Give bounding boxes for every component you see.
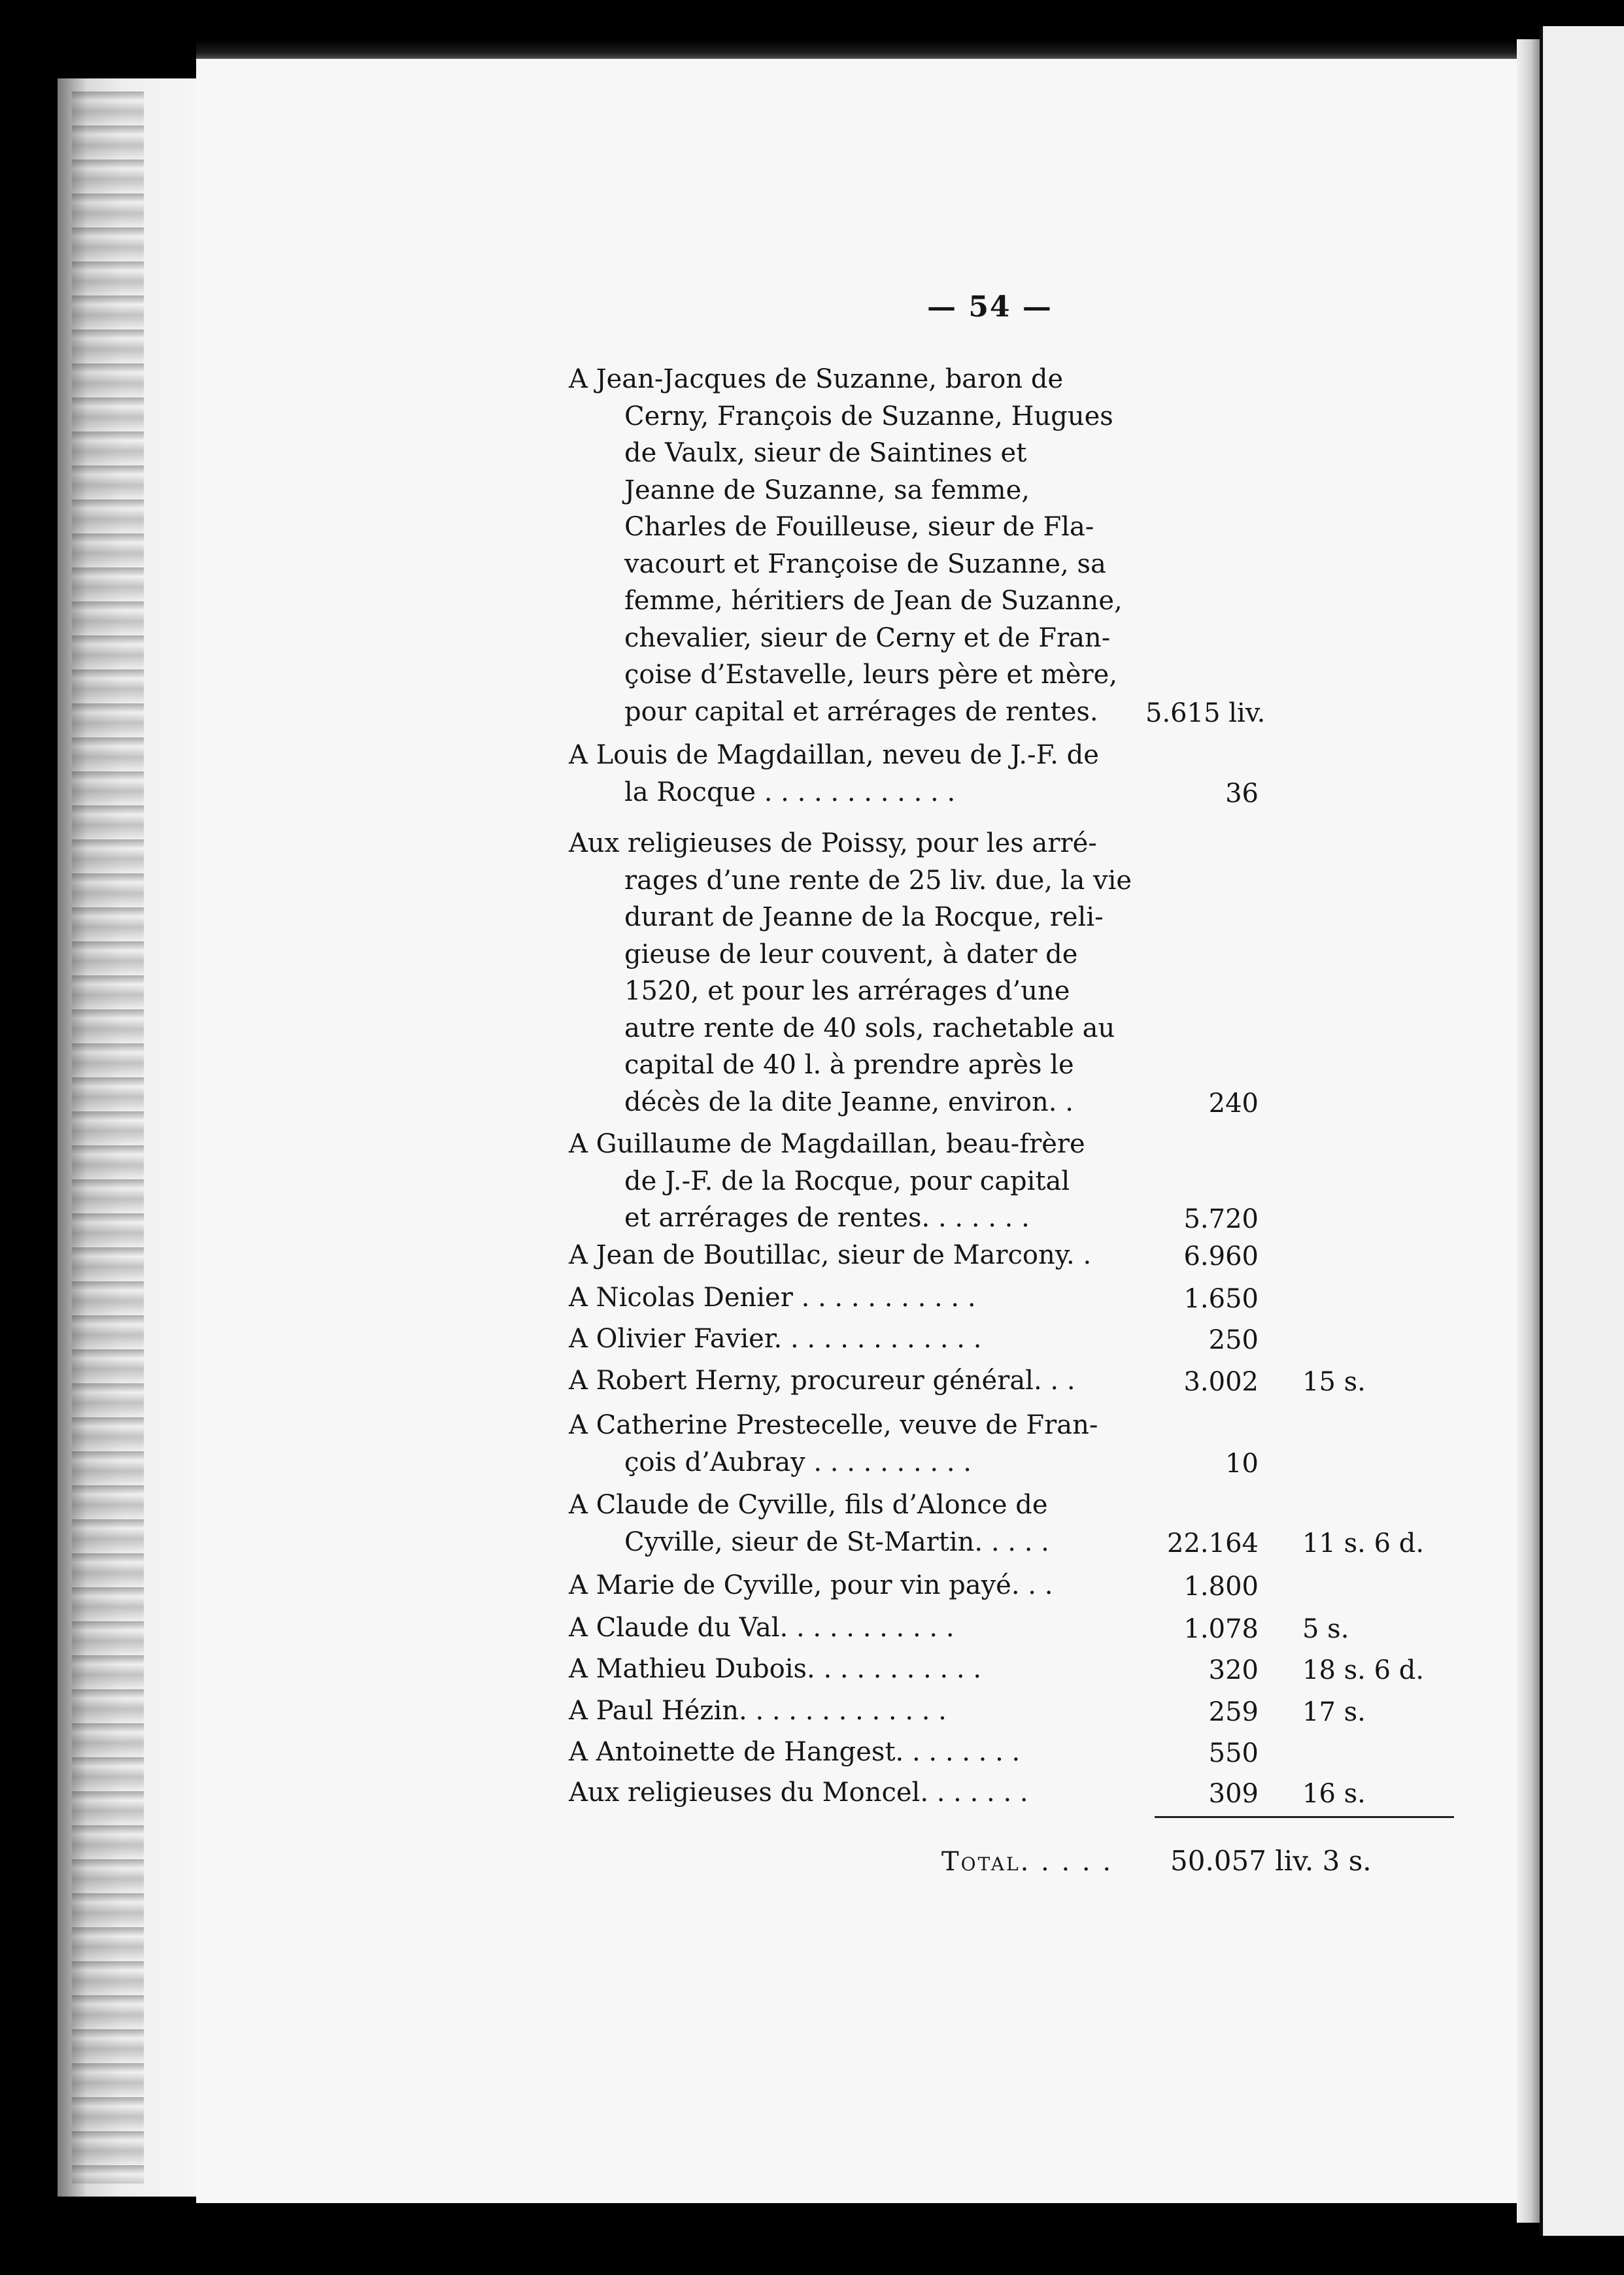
- entry-line: Charles de Fouilleuse, sieur de Fla-: [624, 512, 1094, 542]
- entry-subamount: 5 s.: [1302, 1614, 1349, 1644]
- binding-streaks: [72, 92, 144, 2183]
- entry-amount: 1.078: [1183, 1614, 1259, 1644]
- entry-line: A Paul Hézin. . . . . . . . . . . . .: [569, 1696, 947, 1726]
- entry-line: A Nicolas Denier . . . . . . . . . . .: [569, 1283, 976, 1313]
- entry-line: chevalier, sieur de Cerny et de Fran-: [624, 622, 1111, 653]
- entry-line: A Marie de Cyville, pour vin payé. . .: [569, 1570, 1053, 1600]
- entry-amount: 5.615 liv.: [1145, 698, 1266, 728]
- entry-line: Cerny, François de Suzanne, Hugues: [624, 401, 1113, 431]
- entry-amount: 3.002: [1183, 1367, 1259, 1397]
- entry-line: décès de la dite Jeanne, environ. .: [624, 1087, 1074, 1117]
- entry-line: Cyville, sieur de St-Martin. . . . .: [624, 1526, 1049, 1557]
- entry-subamount: 17 s.: [1302, 1697, 1366, 1727]
- entry-line: A Robert Herny, procureur général. . .: [569, 1366, 1075, 1396]
- entry-line: A Claude de Cyville, fils d’Alonce de: [569, 1490, 1048, 1520]
- entry-line: capital de 40 l. à prendre après le: [624, 1050, 1074, 1080]
- entry-amount: 250: [1208, 1325, 1259, 1355]
- entry-line: de Vaulx, sieur de Saintines et: [624, 438, 1027, 468]
- total-label: Total. . . . .: [941, 1847, 1113, 1877]
- entry-line: femme, héritiers de Jean de Suzanne,: [624, 586, 1123, 616]
- entry-amount: 36: [1225, 778, 1259, 809]
- page-number: — 54 —: [927, 290, 1053, 324]
- total-value: 50.057 liv. 3 s.: [1170, 1845, 1372, 1877]
- entry-line: A Jean de Boutillac, sieur de Marcony. .: [569, 1240, 1092, 1270]
- entry-amount: 309: [1208, 1779, 1259, 1809]
- entry-amount: 6.960: [1183, 1241, 1259, 1272]
- entry-line: 1520, et pour les arrérages d’une: [624, 976, 1070, 1006]
- entry-amount: 240: [1208, 1088, 1259, 1119]
- entry-line: A Mathieu Dubois. . . . . . . . . . .: [569, 1654, 982, 1684]
- entry-line: A Louis de Magdaillan, neveu de J.-F. de: [569, 740, 1099, 770]
- entry-amount: 22.164: [1167, 1528, 1259, 1559]
- entry-line: Aux religieuses du Moncel. . . . . . .: [569, 1778, 1028, 1808]
- entry-amount: 550: [1208, 1738, 1259, 1768]
- entry-subamount: 18 s. 6 d.: [1302, 1655, 1425, 1685]
- entry-line: pour capital et arrérages de rentes.: [624, 696, 1098, 727]
- entry-line: A Catherine Prestecelle, veuve de Fran-: [569, 1410, 1098, 1440]
- entry-line: durant de Jeanne de la Rocque, reli-: [624, 902, 1104, 932]
- entry-line: A Antoinette de Hangest. . . . . . . .: [569, 1737, 1021, 1767]
- total-rule: [1155, 1816, 1454, 1818]
- entry-subamount: 11 s. 6 d.: [1302, 1528, 1425, 1559]
- entry-line: autre rente de 40 sols, rachetable au: [624, 1013, 1115, 1043]
- entry-line: A Guillaume de Magdaillan, beau-frère: [569, 1129, 1085, 1159]
- entry-line: çois d’Aubray . . . . . . . . . .: [624, 1447, 972, 1477]
- entry-amount: 10: [1225, 1448, 1259, 1479]
- entry-amount: 320: [1208, 1655, 1259, 1685]
- entry-subamount: 15 s.: [1302, 1367, 1366, 1397]
- entry-amount: 5.720: [1183, 1204, 1259, 1234]
- entry-line: A Claude du Val. . . . . . . . . . .: [569, 1613, 955, 1643]
- entry-line: çoise d’Estavelle, leurs père et mère,: [624, 660, 1118, 690]
- entry-amount: 1.800: [1183, 1572, 1259, 1602]
- entry-line: A Olivier Favier. . . . . . . . . . . . .: [569, 1324, 982, 1354]
- entry-amount: 259: [1208, 1697, 1259, 1727]
- entry-line: Jeanne de Suzanne, sa femme,: [624, 475, 1030, 505]
- entry-line: et arrérages de rentes. . . . . . .: [624, 1203, 1030, 1233]
- facing-page: [1543, 26, 1624, 2236]
- entry-line: A Jean-Jacques de Suzanne, baron de: [569, 364, 1064, 394]
- entry-line: gieuse de leur couvent, à dater de: [624, 939, 1078, 969]
- entry-line: vacourt et Françoise de Suzanne, sa: [624, 548, 1106, 579]
- entry-line: rages d’une rente de 25 liv. due, la vie: [624, 865, 1132, 896]
- entry-line: la Rocque . . . . . . . . . . . .: [624, 777, 956, 807]
- entry-amount: 1.650: [1183, 1284, 1259, 1314]
- entry-subamount: 16 s.: [1302, 1779, 1366, 1809]
- entry-line: de J.-F. de la Rocque, pour capital: [624, 1166, 1070, 1196]
- entry-line: Aux religieuses de Poissy, pour les arré-: [569, 828, 1097, 858]
